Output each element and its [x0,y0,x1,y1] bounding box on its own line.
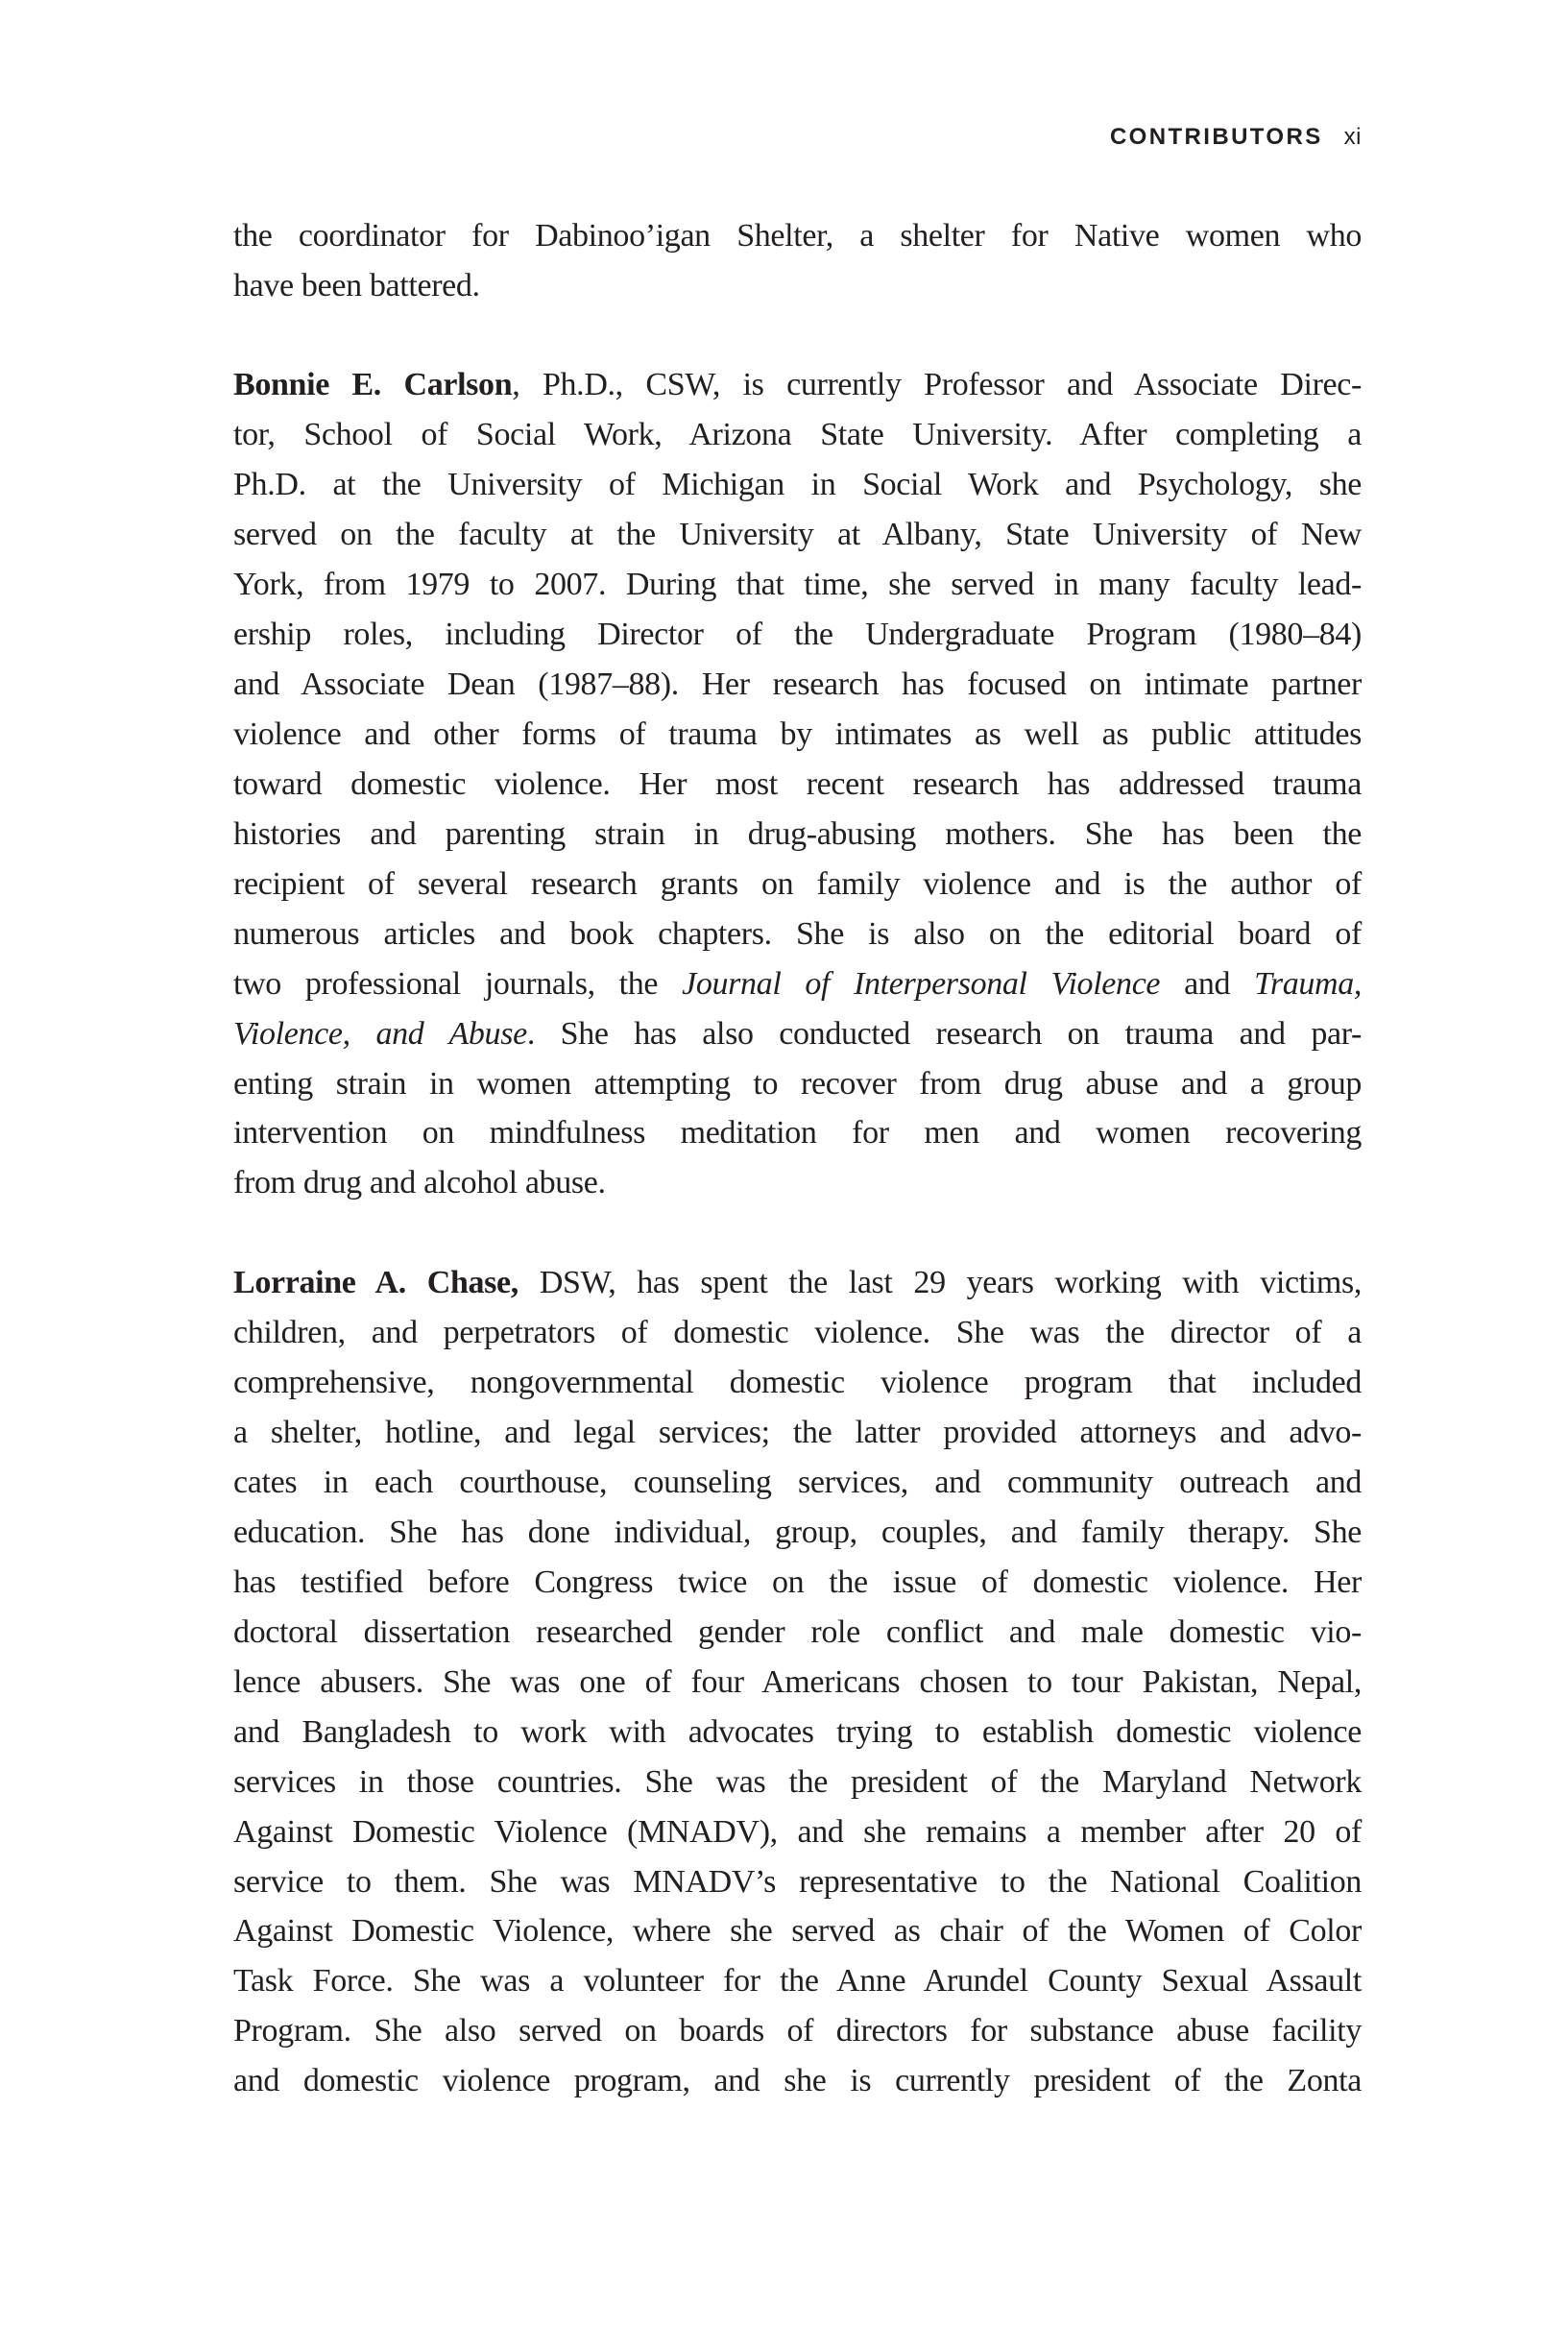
journal-title: Journal of Interpersonal Violence [682,965,1161,1002]
text-line: cates in each courthouse, counseling services, and community outreach and [233,1465,1362,1501]
text-line: Task Force. She was a volunteer for the Anne Arundel County Sexual Assault [233,1963,1362,2000]
text-line: Ph.D. at the University of Michigan in Social Work and Psychology, she [233,467,1362,503]
journal-title: Violence, [233,1015,350,1052]
text-line: and Bangladesh to work with advocates trying to establish domestic violence [233,1713,1362,1750]
text-run: two professional journals, the [233,965,683,1002]
text-line: violence and other forms of trauma by intimates as well as public attitudes [233,715,1362,752]
page-number: xi [1343,124,1362,150]
text-line: served on the faculty at the University at Albany, State University of New [233,517,1362,553]
text-line: the coordinator for Dabinoo’igan Shelter, a shelter for Native women who [233,217,1362,254]
text-line: services in those countries. She was the president of the Maryland Network [233,1763,1362,1800]
body-text [233,211,1362,2157]
text-line: a shelter, hotline, and legal services; the latter provided attorneys and advo- [233,1415,1362,1451]
text-line: doctoral dissertation researched gender role conflict and male domestic vio- [233,1613,1362,1650]
text-line: ership roles, including Director of the Undergraduate Program (1980–84) [233,617,1362,653]
text-line [233,1009,1362,1059]
text-line: toward domestic violence. Her most recent research has addressed trauma [233,765,1362,802]
text-line: Against Domestic Violence (MNADV), and she remains a member after 20 of [233,1813,1362,1850]
text-line: and domestic violence program, and she is currently president of the Zonta [233,2063,1362,2099]
text-run [350,1016,376,1052]
contributor-bio-chase [233,1258,1362,2106]
text-line: intervention on mindfulness meditation for men and women recovering [233,1115,1362,1152]
text-line: have been battered. [233,267,480,303]
paragraph-continuation [233,211,1362,311]
text-line: from drug and alcohol abuse. [233,1165,606,1201]
text-line: histories and parenting strain in drug-abusing mothers. She has been the [233,815,1362,852]
text-run: and [1160,965,1255,1002]
contributor-name: Lorraine A. Chase, [233,1265,519,1301]
running-head [1056,123,1362,152]
contributor-bio-carlson [233,360,1362,1208]
text-line: enting strain in women attempting to recover from drug abuse and a group [233,1065,1362,1102]
text-line [233,1258,1362,1308]
text-line: numerous articles and book chapters. She is also on the editorial board of [233,915,1362,952]
text-line: has testified before Congress twice on the issue of domestic violence. Her [233,1564,1362,1600]
text-line: children, and perpetrators of domestic violence. She was the director of a [233,1315,1362,1351]
text-line: education. She has done individual, group, couples, and family therapy. She [233,1514,1362,1550]
text-run: DSW, has spent the last 29 years working with victims, [518,1265,1362,1301]
text-line: Against Domestic Violence, where she served as chair of the Women of Color [233,1913,1362,1950]
text-line: and Associate Dean (1987–88). Her research has focused on intimate partner [233,667,1362,703]
journal-title: Trauma, [1254,965,1363,1002]
text-line: tor, School of Social Work, Arizona State University. After completing a [233,417,1362,453]
text-line: recipient of several research grants on family violence and is the author of [233,865,1362,902]
text-run: , Ph.D., CSW, is currently Professor and Associate Direc- [512,367,1363,403]
section-title: CONTRIBUTORS [1109,124,1323,150]
text-run: . She has also conducted research on trauma and par- [526,1015,1362,1052]
text-line: York, from 1979 to 2007. During that time, she served in many faculty lead- [233,567,1362,603]
text-line: Program. She also served on boards of directors for substance abuse facility [233,2013,1362,2049]
contributor-name: Bonnie E. Carlson [233,367,513,403]
text-line: lence abusers. She was one of four Americans chosen to tour Pakistan, Nepal, [233,1663,1362,1700]
journal-title: and Abuse [375,1015,527,1052]
text-line [233,360,1362,410]
text-line: comprehensive, nongovernmental domestic violence program that included [233,1365,1362,1401]
text-line [233,959,1362,1009]
text-line: service to them. She was MNADV’s representative to the National Coalition [233,1863,1362,1900]
